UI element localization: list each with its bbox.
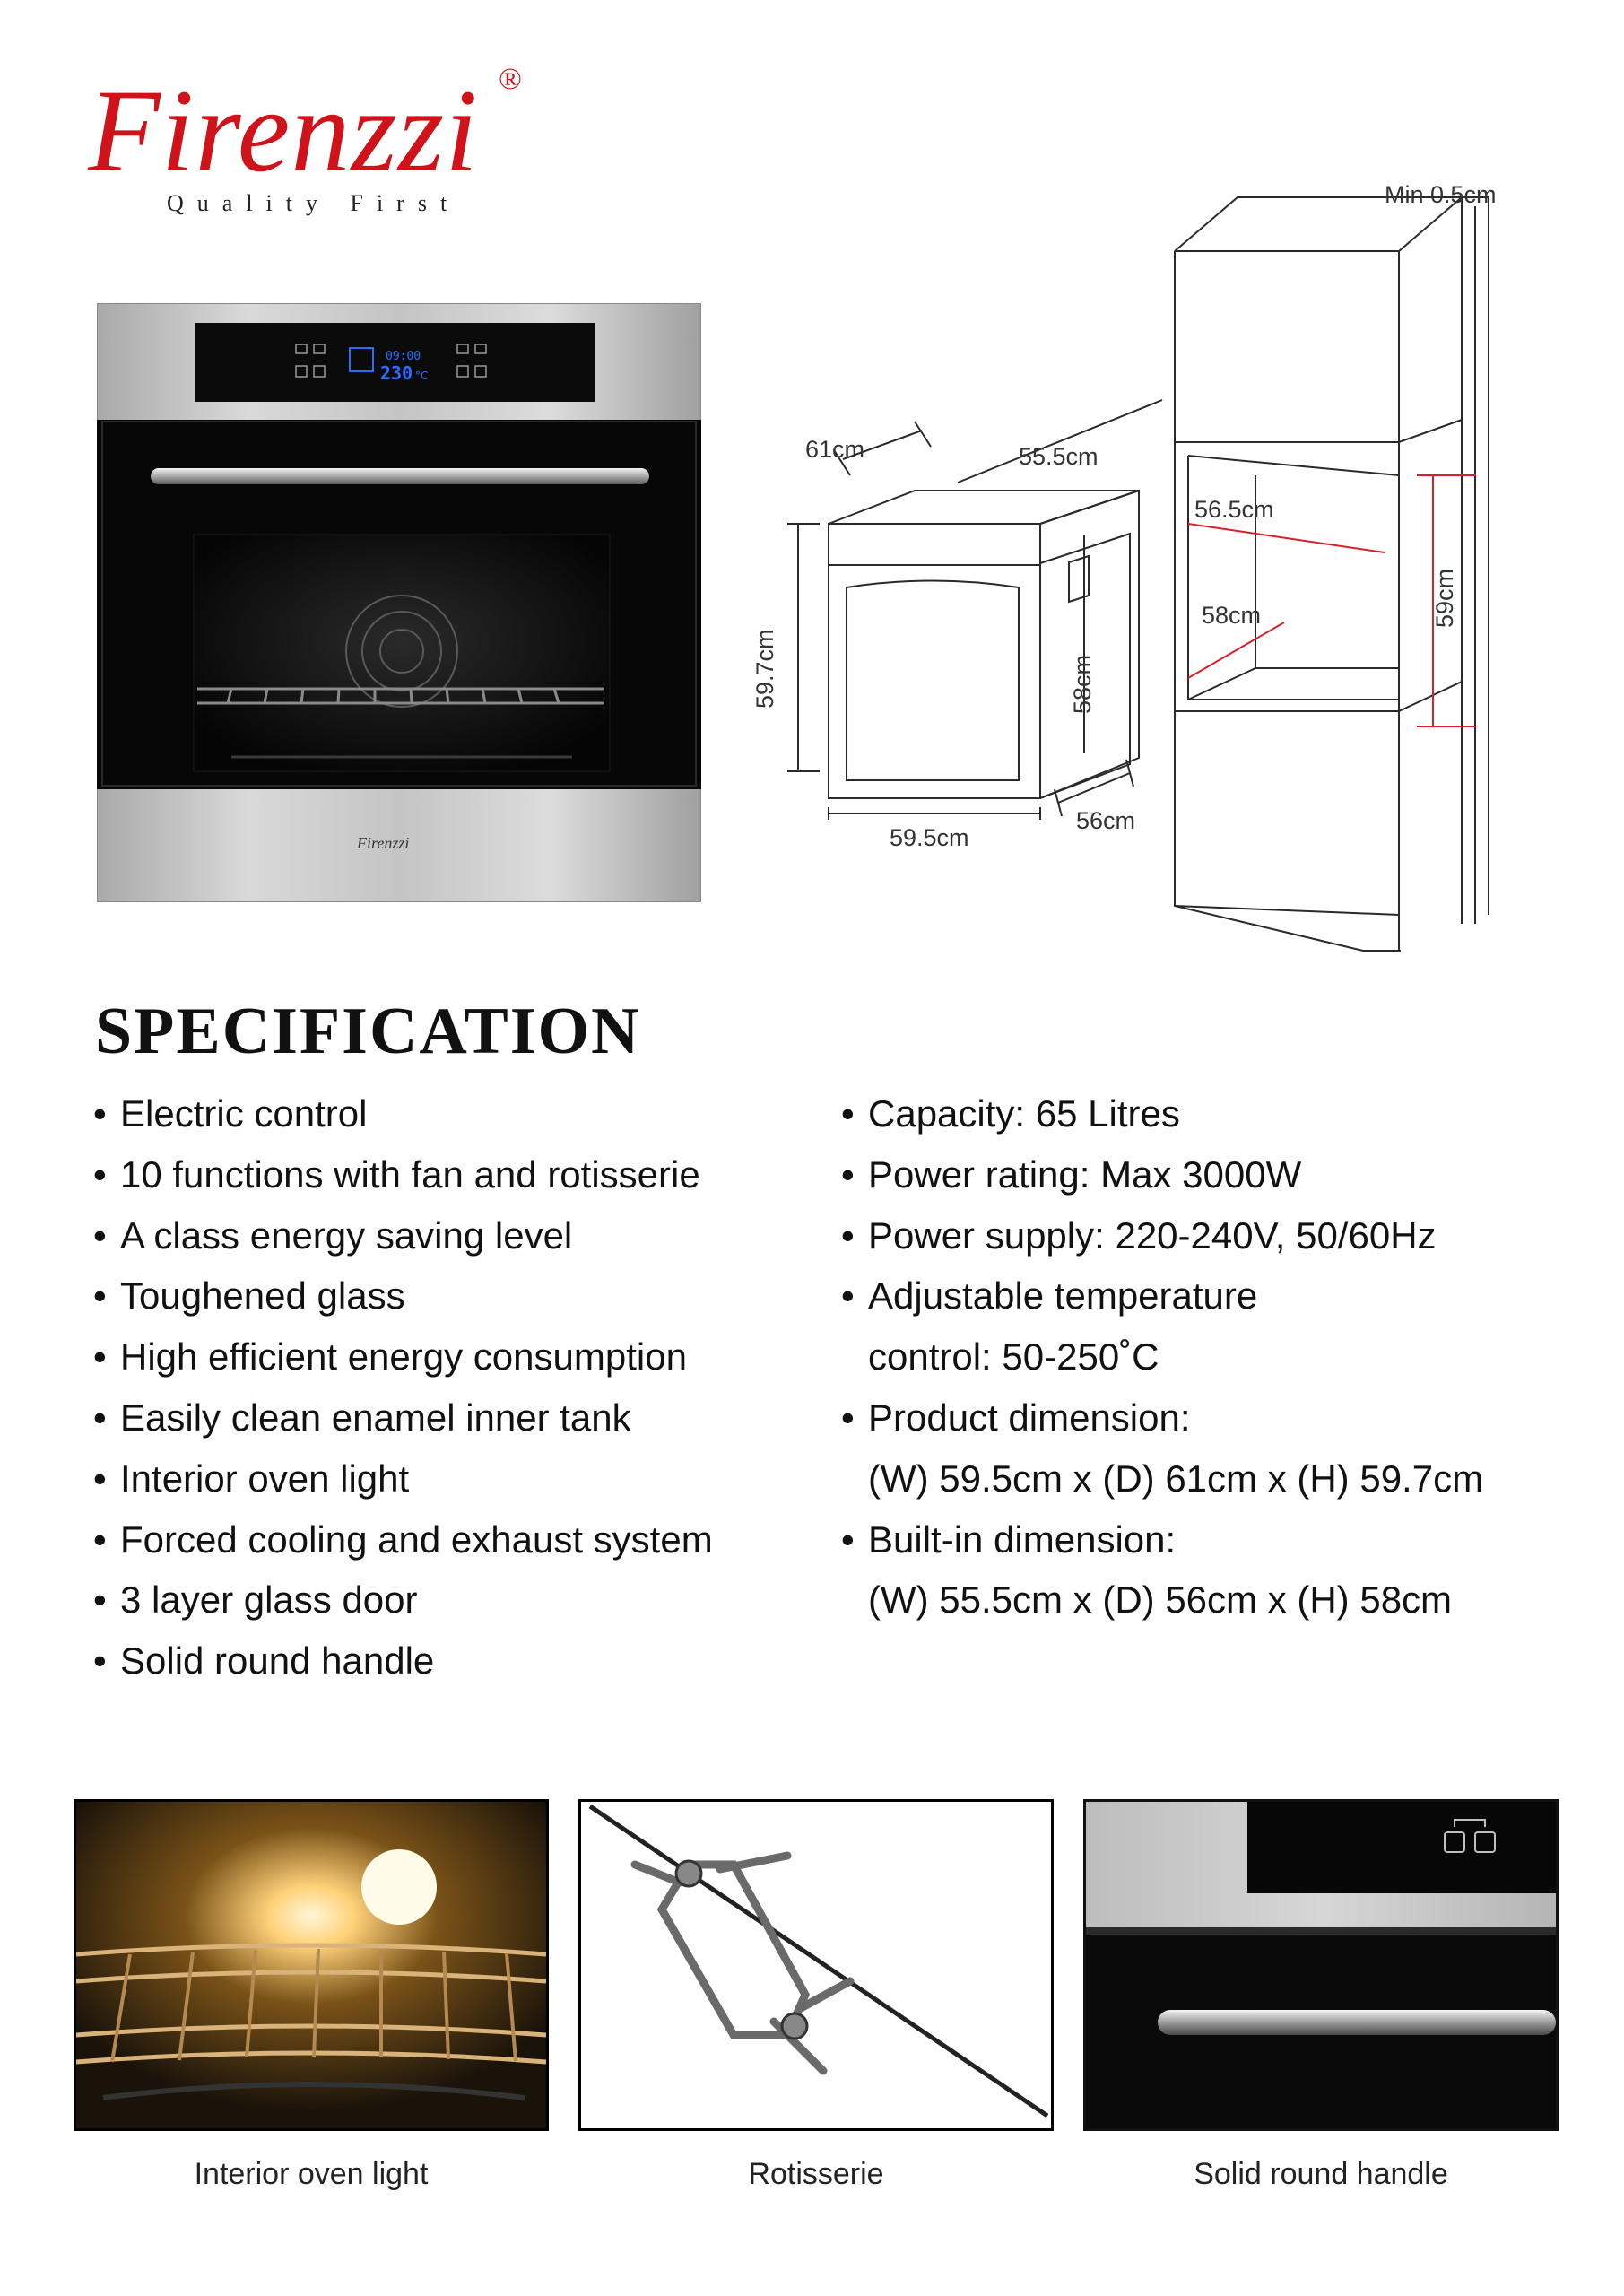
- spec-item: • High efficient energy consumption: [93, 1335, 687, 1378]
- spec-item-builtin-dimension-values: (W) 55.5cm x (D) 56cm x (H) 58cm: [868, 1578, 1453, 1622]
- spec-item: • Easily clean enamel inner tank: [93, 1396, 631, 1439]
- display-unit: °C: [415, 370, 429, 382]
- spec-item-temperature: • Adjustable temperature: [841, 1274, 1258, 1318]
- spec-item-product-dimension-values: (W) 59.5cm x (D) 61cm x (H) 59.7cm: [868, 1457, 1484, 1500]
- spec-item: • 3 layer glass door: [93, 1578, 418, 1622]
- spec-item: • Forced cooling and exhaust system: [93, 1518, 713, 1561]
- caption-rotisserie: Rotisserie: [748, 2157, 884, 2191]
- display-time: 09:00: [386, 350, 421, 363]
- spec-title: SPECIFICATION: [95, 995, 641, 1068]
- caption-interior-light: Interior oven light: [194, 2157, 429, 2191]
- brand-tagline: Quality First: [167, 190, 461, 216]
- dim-oven-inner-height: 58cm: [1069, 654, 1096, 714]
- dim-oven-depth-top: 61cm: [805, 436, 865, 463]
- spec-item: • A class energy saving level: [93, 1213, 573, 1257]
- spec-item-builtin-dimension: • Built-in dimension:: [841, 1518, 1177, 1561]
- spec-item-product-dimension: • Product dimension:: [841, 1396, 1191, 1439]
- registered-mark: ®: [499, 63, 522, 96]
- oven-badge: Firenzzi: [357, 834, 410, 852]
- dim-cabinet-width: 56.5cm: [1194, 496, 1274, 523]
- display-temp: 230: [380, 362, 413, 384]
- dim-oven-height: 59.7cm: [751, 629, 778, 709]
- spec-item-power-rating: • Power rating: Max 3000W: [841, 1152, 1302, 1196]
- dim-oven-width-top: 55.5cm: [1019, 443, 1099, 470]
- caption-handle: Solid round handle: [1194, 2157, 1448, 2191]
- photo-interior-light: [74, 1799, 549, 2131]
- door-handle: [151, 468, 649, 484]
- photo-rotisserie: [578, 1799, 1054, 2131]
- spec-item: • Solid round handle: [93, 1639, 435, 1683]
- spec-item: • Toughened glass: [93, 1274, 405, 1318]
- dim-oven-depth-bottom: 56cm: [1076, 807, 1136, 834]
- spec-list-left: [93, 1083, 713, 1692]
- spec-item-power-supply: • Power supply: 220-240V, 50/60Hz: [841, 1213, 1437, 1257]
- spec-item-temperature-range: control: 50-250˚C: [868, 1335, 1159, 1378]
- spec-item-capacity: • Capacity: 65 Litres: [841, 1092, 1180, 1135]
- spec-list-right: [841, 1083, 1483, 1631]
- dim-cabinet-height: 59cm: [1431, 568, 1458, 628]
- photo-handle: [1083, 1799, 1559, 2131]
- dim-oven-width-bottom: 59.5cm: [890, 824, 969, 851]
- spec-item: • Interior oven light: [93, 1457, 410, 1500]
- spec-item: • 10 functions with fan and rotisserie: [93, 1152, 700, 1196]
- dimension-diagram: [735, 170, 1578, 978]
- dim-cabinet-depth: 58cm: [1202, 602, 1262, 629]
- dim-cabinet-clearance: Min 0.5cm: [1385, 181, 1497, 208]
- spec-item: • Electric control: [93, 1092, 368, 1135]
- brand-logo: Firenzzi: [88, 65, 479, 196]
- oven-product-image: [97, 303, 701, 902]
